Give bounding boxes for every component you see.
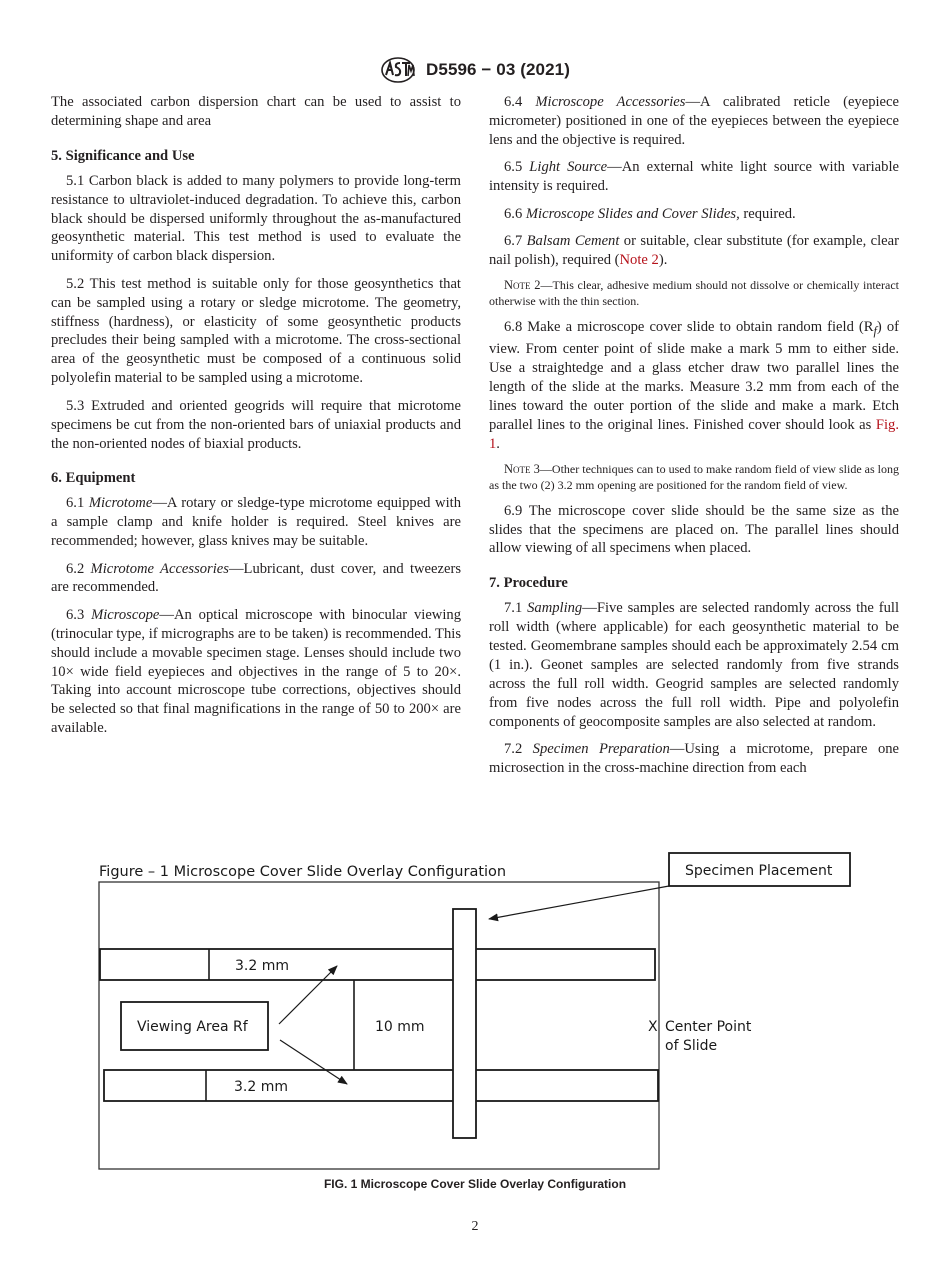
specimen-placement-label: Specimen Placement — [685, 863, 833, 879]
center-width-label: 10 mm — [375, 1019, 425, 1035]
center-point-label-line1: Center Point — [665, 1019, 752, 1035]
note-label: Note 3 — [504, 462, 540, 477]
specimen-placement-bar — [453, 909, 476, 1138]
paragraph-6-6 — [489, 205, 899, 224]
paragraph-7-1 — [489, 599, 899, 731]
paragraph-6-5 — [489, 158, 899, 196]
paragraph-number: 6.5 — [504, 159, 530, 176]
paragraph-6-4 — [489, 93, 899, 150]
section-6-heading: 6. Equipment — [51, 470, 136, 487]
paragraph-7-2 — [489, 740, 899, 778]
intro-paragraph: The associated carbon dispersion chart can be used to assist to determining shape and area — [51, 94, 461, 129]
paragraph-number: 6.4 — [504, 94, 536, 110]
paragraph-6-2 — [51, 560, 461, 598]
paragraph-6-3 — [51, 606, 461, 738]
note-3 — [489, 462, 899, 493]
term: Sampling — [527, 600, 583, 617]
bottom-strip-label: 3.2 mm — [234, 1079, 288, 1095]
paragraph-text: —Lubricant, dust cover, and tweezers are recommended. — [51, 560, 461, 596]
paragraph-number: 6.2 — [66, 560, 91, 577]
subscript: f — [873, 323, 877, 338]
paragraph-6-1 — [51, 494, 461, 551]
term: Microscope Accessories — [535, 94, 686, 110]
bottom-strip — [104, 1070, 658, 1101]
paragraph-text: ). — [658, 251, 668, 268]
paragraph-text: ) of view. From center point of slide make a mark 5 mm to either side. Use a straightedge and a glass etcher draw two parallel lines the length of the slide at the marks. Measure 3.2 mm from each of the lines toward the outer portion of the slide and make a mark. Etch parallel lines to the original lines. Finished cover should look as — [489, 318, 899, 433]
arrow-to-specimen — [489, 886, 669, 919]
paragraph-text: —A rotary or sledge-type microtome equipped with a sample clamp and knife holder is required. Steel knives are recommended; however, glass knives may be suitable. — [51, 495, 461, 550]
top-strip-label: 3.2 mm — [235, 958, 289, 974]
document-designation: D5596 − 03 (2021) — [426, 60, 570, 79]
paragraph-text: —An external white light source with variable intensity is required. — [489, 159, 899, 195]
term: Light Source — [529, 159, 608, 176]
paragraph-number: 7.2 — [504, 741, 533, 758]
paragraph-number: 6.6 — [504, 205, 526, 222]
center-point-mark: X — [648, 1019, 658, 1035]
term: Specimen Preparation — [532, 741, 670, 758]
term: Microscope — [91, 606, 160, 623]
term: Microtome — [88, 495, 153, 512]
paragraph-text: or suitable, clear substitute (for example, clear nail polish), required ( — [489, 232, 899, 268]
figure-caption: FIG. 1 Microscope Cover Slide Overlay Configuration — [323, 1177, 627, 1191]
astm-logo-icon — [380, 57, 416, 83]
paragraph-text: 6.8 Make a microscope cover slide to obtain random field (R — [504, 318, 874, 335]
page-number: 2 — [471, 1219, 479, 1234]
viewing-area-label: Viewing Area Rf — [137, 1019, 248, 1035]
paragraph-6-8 — [489, 318, 899, 454]
left-column — [51, 93, 461, 747]
paragraph-text: —An optical microscope with binocular viewing (trinocular type, if micrographs are to be taken) is recommended. This should include a movable specimen stage. Lenses should include two 10× wide field eyepieces and objectives in the range of 5 to 20×. Taking into account microscope tube corrections, objectives should be selected so that final magnifications in the range of 50 to 200× are available. — [51, 606, 461, 737]
page-header — [0, 57, 950, 83]
paragraph-text: required. — [739, 205, 796, 222]
paragraph-5-3: 5.3 Extruded and oriented geogrids will require that microtome specimens be cut from the non-oriented bars of uniaxial products and the non-oriented nodes of biaxial products. — [51, 397, 461, 452]
top-strip — [100, 949, 655, 980]
term: Balsam Cement — [526, 232, 620, 249]
paragraph-text: —A calibrated reticle (eyepiece micrometer) positioned in one of the eyepieces between the eyepiece lens and the objective is required. — [489, 94, 899, 148]
paragraph-number: 6.7 — [504, 232, 527, 249]
paragraph-6-9: 6.9 The microscope cover slide should be the same size as the slides that the specimens are placed on. The parallel lines should allow viewing of all specimens when placed. — [489, 502, 899, 557]
paragraph-text: —Five samples are selected randomly across the full roll width (where applicable) for each geosynthetic material to be tested. Geomembrane samples should each be approximately 2.54 cm (1 in.). Geonet samples are selected randomly from five strands across the full roll width. Geogrid samples are selected randomly from five nodes across the full roll width. Pipe and polyolefin components of geocomposite samples are also selected at random. — [489, 600, 900, 730]
figure-1-diagram — [0, 845, 950, 1205]
section-5-heading: 5. Significance and Use — [51, 147, 195, 164]
paragraph-text: —Using a microtome, prepare one microsection in the cross-machine direction from each — [489, 741, 900, 776]
term: Microtome Accessories — [90, 560, 229, 577]
paragraph-number: 6.1 — [66, 495, 89, 512]
figure-title: Figure – 1 Microscope Cover Slide Overlay Configuration — [99, 864, 507, 880]
note-2-link[interactable]: Note 2 — [619, 251, 659, 268]
note-label: Note 2 — [504, 278, 541, 293]
paragraph-6-7 — [489, 232, 899, 270]
paragraph-5-2: 5.2 This test method is suitable only for those geosynthetics that can be sampled using a rotary or sledge microtome. The geometry, stiffness (hardness), or elasticity of some geosynthetic products precludes their being sampled with a microtome. The cross-sectional area of the geosynthetic must be composed of a continuous solid polyolefin material to be sampled using a microtome. — [51, 275, 461, 387]
note-text: —Other techniques can to used to make random field of view slide as long as the two (2) 3.2 mm opening are positioned for the random field of view. — [489, 462, 900, 492]
note-2 — [489, 278, 899, 309]
paragraph-5-1: 5.1 Carbon black is added to many polymers to provide long-term resistance to ultraviolet-induced degradation. To achieve this, carbon black should be dispersed uniformly throughout the as-manufactured geosynthetic material. This test method is used to evaluate the uniformity of carbon black dispersion. — [51, 172, 461, 265]
fig-1-link[interactable]: Fig. 1 — [489, 417, 899, 452]
paragraph-text: . — [496, 435, 500, 452]
section-7-heading: 7. Procedure — [489, 575, 568, 592]
note-text: —This clear, adhesive medium should not dissolve or chemically interact otherwise with the thin section. — [489, 278, 899, 308]
paragraph-number: 7.1 — [504, 600, 528, 617]
center-point-label-line2: of Slide — [665, 1038, 718, 1054]
term: Microscope Slides and Cover Slides, — [525, 205, 740, 222]
right-column — [489, 93, 899, 786]
paragraph-number: 6.3 — [66, 606, 92, 623]
